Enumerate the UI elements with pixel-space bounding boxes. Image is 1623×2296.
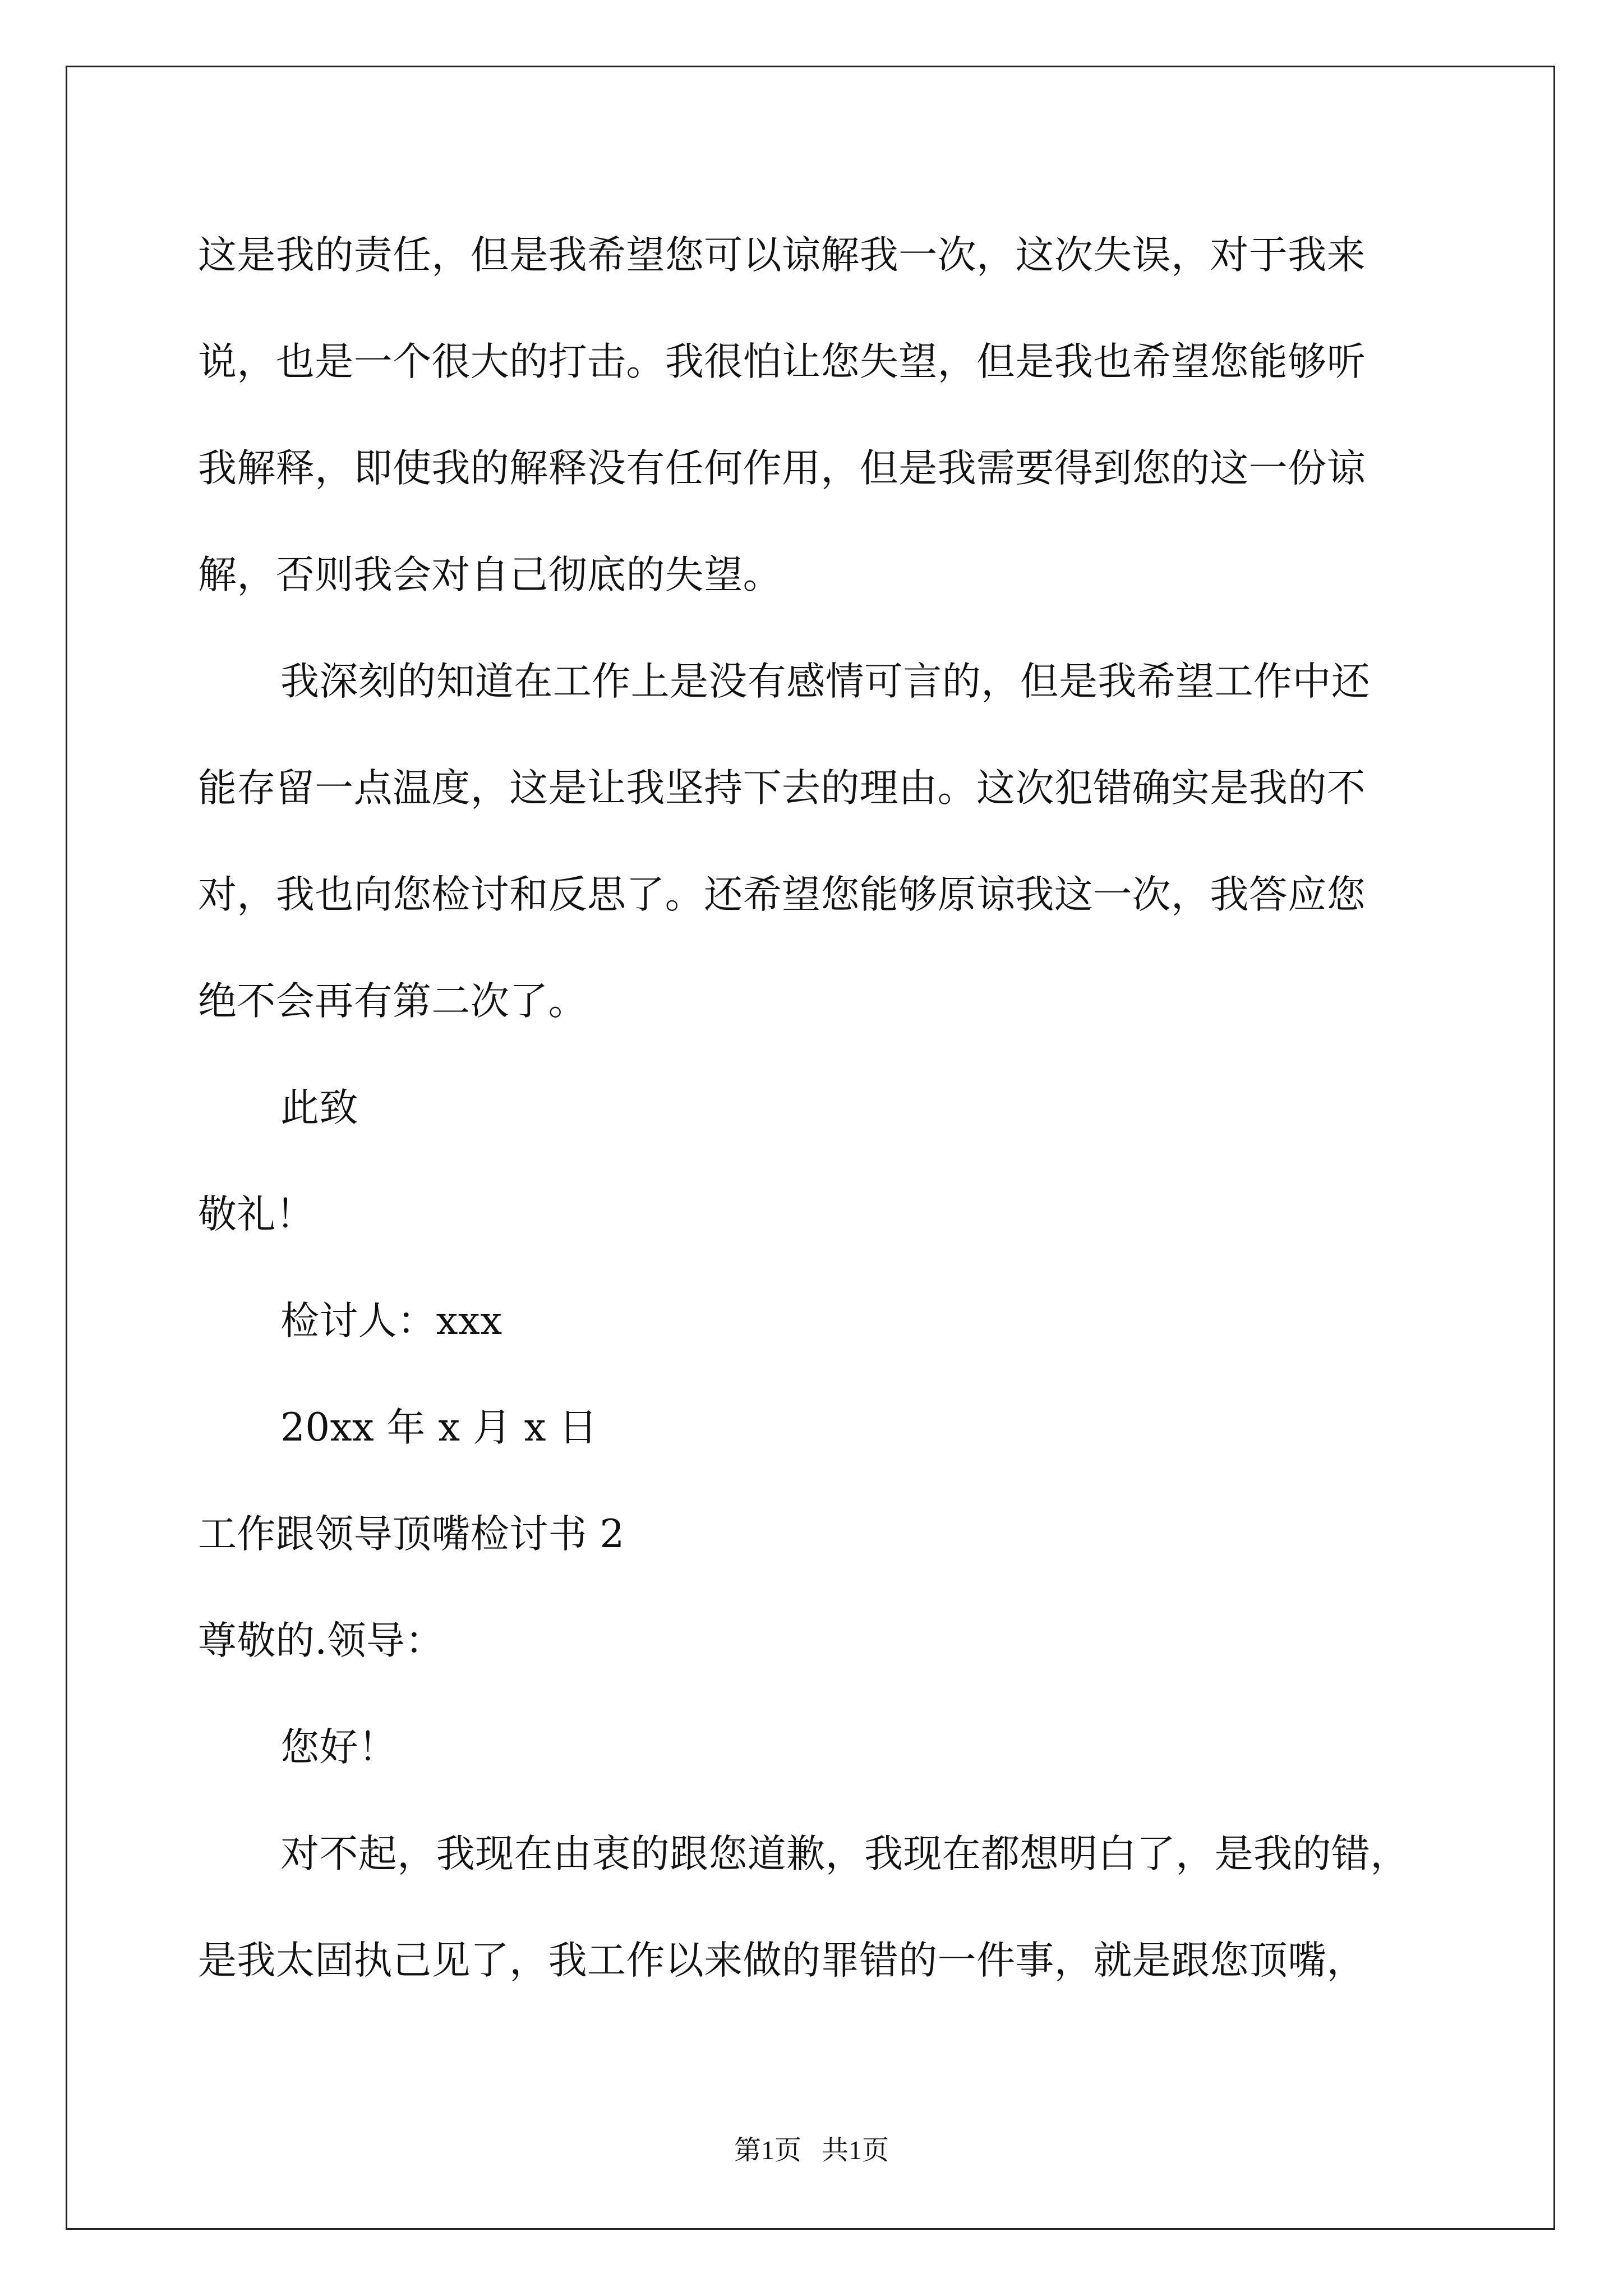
page-number-footer: 第1页 共1页 <box>734 2136 889 2165</box>
text-line: 我深刻的知道在工作上是没有感情可言的，但是我希望工作中还 <box>280 659 1371 704</box>
text-line: 这是我的责任，但是我希望您可以谅解我一次，这次失误，对于我来 <box>198 233 1366 278</box>
text-line: 能存留一点温度，这是让我坚持下去的理由。这次犯错确实是我的不 <box>198 766 1366 811</box>
date-line: 20xx 年 x 月 x 日 <box>280 1405 598 1450</box>
greeting: 您好！ <box>280 1725 398 1770</box>
text-line: 说，也是一个很大的打击。我很怕让您失望，但是我也希望您能够听 <box>198 339 1366 384</box>
section-title: 工作跟领导顶嘴检讨书 2 <box>198 1512 625 1557</box>
signature-line: 检讨人：xxx <box>280 1299 502 1343</box>
text-line: 我解释，即使我的解释没有任何作用，但是我需要得到您的这一份谅 <box>198 446 1366 491</box>
closing-regards: 敬礼！ <box>198 1192 315 1237</box>
document-body <box>198 202 1432 2014</box>
text-line: 是我太固执己见了，我工作以来做的罪错的一件事，就是跟您顶嘴， <box>198 1938 1366 1983</box>
text-line: 对不起，我现在由衷的跟您道歉，我现在都想明白了，是我的错， <box>280 1832 1409 1876</box>
closing-salutation: 此致 <box>280 1085 358 1130</box>
text-line: 对，我也向您检讨和反思了。还希望您能够原谅我这一次，我答应您 <box>198 872 1366 917</box>
greeting-recipient: 尊敬的.领导： <box>198 1618 444 1663</box>
text-line: 绝不会再有第二次了。 <box>198 979 587 1024</box>
text-line: 解，否则我会对自己彻底的失望。 <box>198 553 782 597</box>
